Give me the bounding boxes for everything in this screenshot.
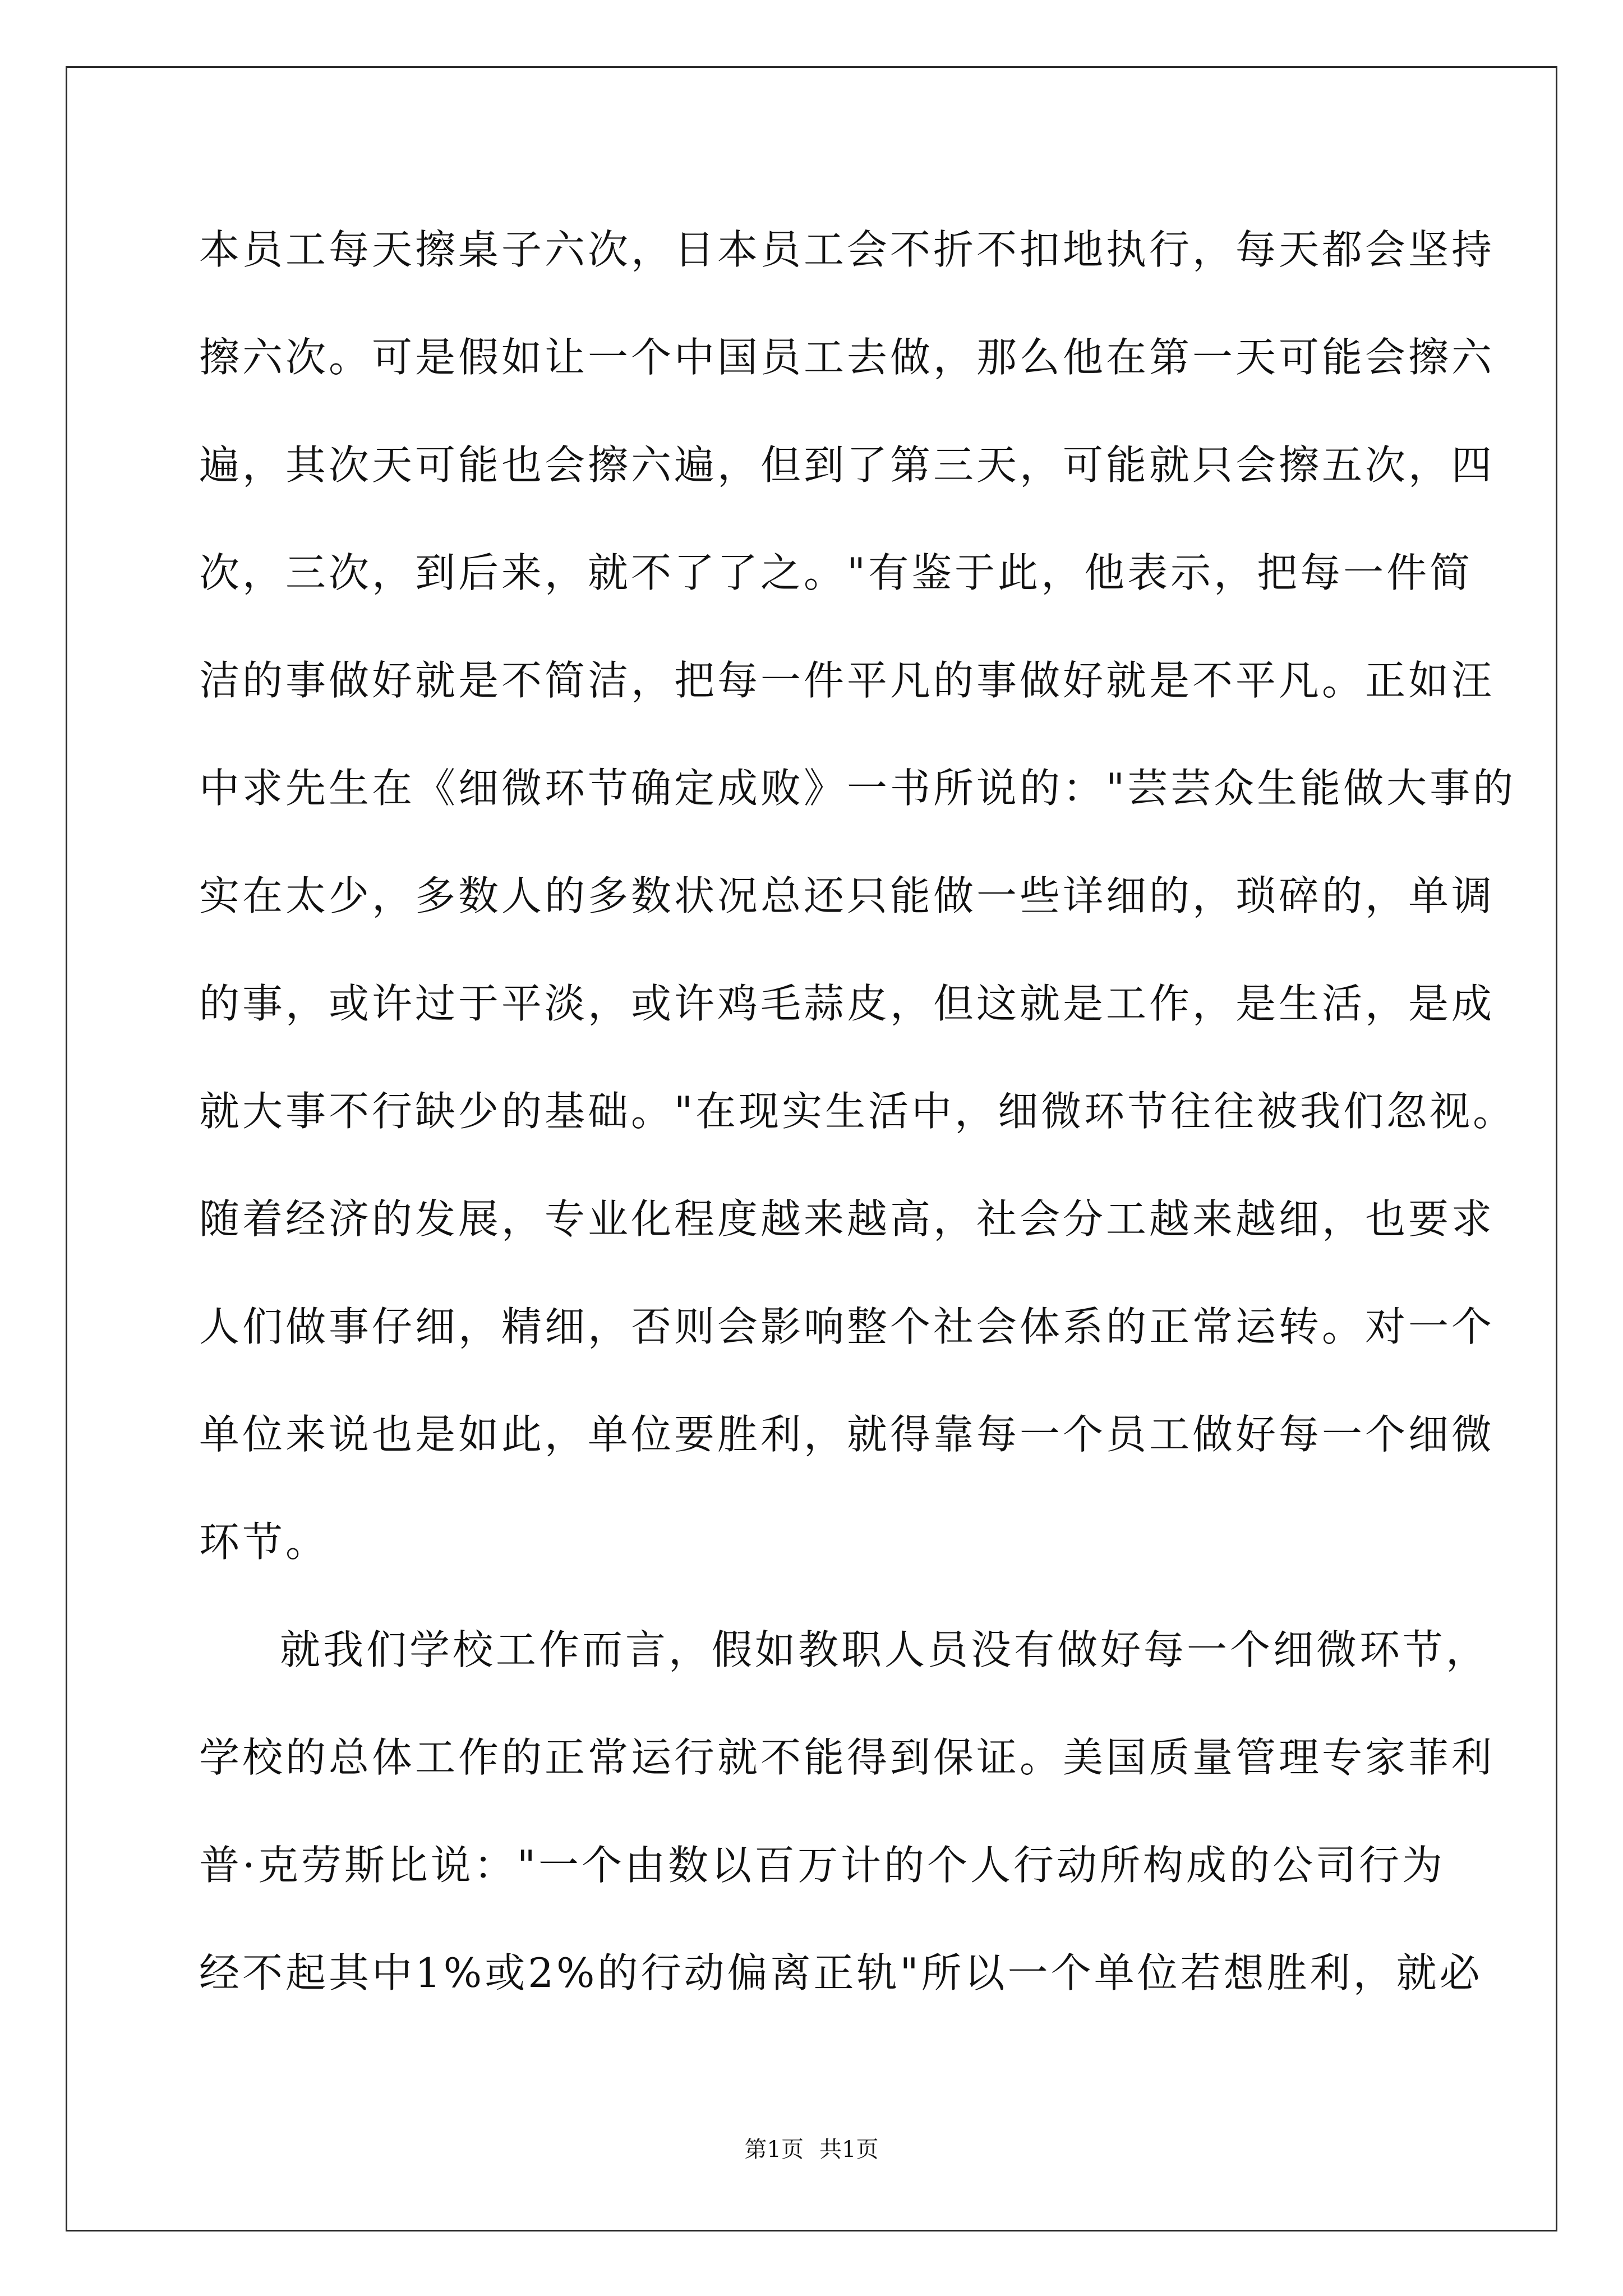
text-line: 普·克劳斯比说："一个由数以百万计的个人行动所构成的公司行为 xyxy=(199,1842,1446,1889)
text-line: 中求先生在《细微环节确定成败》一书所说的："芸芸众生能做大事的 xyxy=(199,765,1516,812)
text-line: 擦六次。可是假如让一个中国员工去做，那么他在第一天可能会擦六 xyxy=(199,334,1495,381)
page-number: 第1页 xyxy=(744,2137,804,2162)
text-line: 遍，其次天可能也会擦六遍，但到了第三天，可能就只会擦五次，四 xyxy=(199,441,1495,489)
text-line: 的事，或许过于平淡，或许鸡毛蒜皮，但这就是工作，是生活，是成 xyxy=(199,980,1495,1027)
document-body xyxy=(199,222,1516,2053)
page-footer xyxy=(0,2132,1623,2164)
text-line: 本员工每天擦桌子六次，日本员工会不折不扣地执行，每天都会坚持 xyxy=(199,226,1495,273)
text-line: 环节。 xyxy=(199,1519,329,1566)
text-line: 就大事不行缺少的基础。"在现实生活中，细微环节往往被我们忽视。 xyxy=(199,1088,1516,1135)
paragraph-start-line: 就我们学校工作而言，假如教职人员没有做好每一个细微环节， xyxy=(280,1626,1490,1673)
text-line: 单位来说也是如此，单位要胜利，就得靠每一个员工做好每一个细微 xyxy=(199,1411,1495,1458)
page-total: 共1页 xyxy=(819,2137,879,2162)
text-line: 随着经济的发展，专业化程度越来越高，社会分工越来越细，也要求 xyxy=(199,1195,1495,1243)
text-line: 洁的事做好就是不简洁，把每一件平凡的事做好就是不平凡。正如汪 xyxy=(199,657,1495,704)
text-line: 次，三次，到后来，就不了了之。"有鉴于此，他表示，把每一件简 xyxy=(199,549,1473,596)
text-line: 人们做事仔细，精细，否则会影响整个社会体系的正常运转。对一个 xyxy=(199,1303,1495,1350)
text-line: 实在太少，多数人的多数状况总还只能做一些详细的，琐碎的，单调 xyxy=(199,872,1495,919)
text-line: 经不起其中1%或2%的行动偏离正轨"所以一个单位若想胜利，就必 xyxy=(199,1949,1483,1996)
text-line: 学校的总体工作的正常运行就不能得到保证。美国质量管理专家菲利 xyxy=(199,1734,1495,1781)
